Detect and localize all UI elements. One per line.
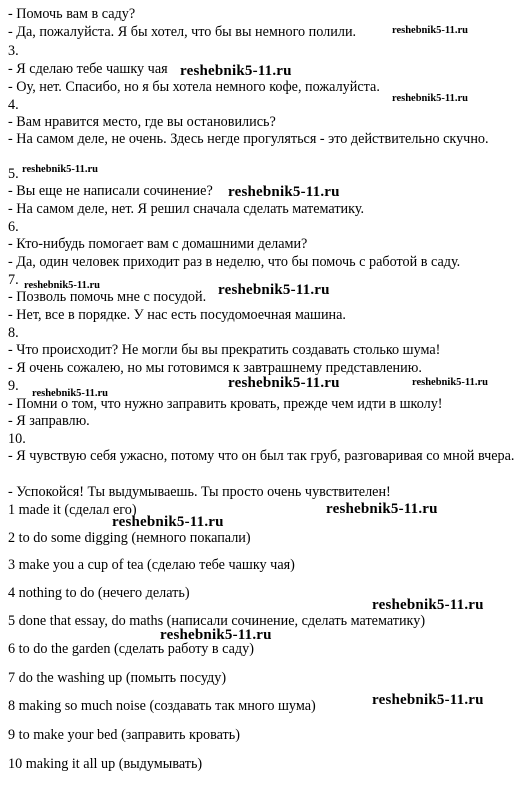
text-line-18: - Успокойся! Ты выдумываешь. Ты просто очень чувствителен!	[8, 484, 391, 500]
answer-1: 1 made it (сделал его)	[8, 502, 137, 518]
text-line-3: - Я сделаю тебе чашку чая	[8, 61, 168, 77]
number-8: 8.	[8, 325, 19, 341]
text-line-13: - Что происходит? Не могли бы вы прекратить создавать столько шума!	[8, 342, 441, 358]
watermark: reshebnik5-11.ru	[24, 280, 100, 291]
text-line-17: - Я чувствую себя ужасно, потому что он был так груб, разговаривая со мной вчера.	[8, 448, 515, 464]
text-line-15: - Помни о том, что нужно заправить кровать, прежде чем идти в школу!	[8, 396, 443, 412]
answer-4: 4 nothing to do (нечего делать)	[8, 585, 190, 601]
number-9: 9.	[8, 378, 19, 394]
answer-9: 9 to make your bed (заправить кровать)	[8, 727, 240, 743]
watermark: reshebnik5-11.ru	[112, 514, 224, 530]
number-4: 4.	[8, 97, 19, 113]
watermark: reshebnik5-11.ru	[32, 388, 108, 399]
answer-7: 7 do the washing up (помыть посуду)	[8, 670, 227, 686]
text-line-7: - Вы еще не написали сочинение?	[8, 183, 213, 199]
number-5: 5.	[8, 166, 19, 182]
watermark: reshebnik5-11.ru	[326, 501, 438, 517]
text-line-10: - Да, один человек приходит раз в неделю, что бы помочь с работой в саду.	[8, 254, 461, 270]
watermark: reshebnik5-11.ru	[218, 282, 330, 298]
watermark: reshebnik5-11.ru	[160, 627, 272, 643]
text-line-16: - Я заправлю.	[8, 413, 90, 429]
number-3: 3.	[8, 43, 19, 59]
watermark: reshebnik5-11.ru	[228, 375, 340, 391]
text-line-9: - Кто-нибудь помогает вам с домашними делами?	[8, 236, 308, 252]
answer-2: 2 to do some digging (немного покапали)	[8, 530, 251, 546]
text-line-8: - На самом деле, нет. Я решил сначала сделать математику.	[8, 201, 365, 217]
number-10: 10.	[8, 431, 26, 447]
answer-5: 5 done that essay, do maths (написали сочинение, сделать математику)	[8, 613, 426, 629]
watermark: reshebnik5-11.ru	[392, 25, 468, 36]
text-line-11: - Позволь помочь мне с посудой.	[8, 289, 207, 305]
text-line-12: - Нет, все в порядке. У нас есть посудомоечная машина.	[8, 307, 346, 323]
number-6: 6.	[8, 219, 19, 235]
answer-6: 6 to do the garden (сделать работу в саду)	[8, 641, 254, 657]
watermark: reshebnik5-11.ru	[228, 184, 340, 200]
number-7: 7.	[8, 272, 19, 288]
watermark: reshebnik5-11.ru	[392, 93, 468, 104]
answer-10: 10 making it all up (выдумывать)	[8, 756, 203, 772]
text-line-6: - На самом деле, не очень. Здесь негде прогуляться - это действительно скучно.	[8, 131, 489, 147]
text-line-1: - Помочь вам в саду?	[8, 6, 136, 22]
watermark: reshebnik5-11.ru	[372, 597, 484, 613]
watermark: reshebnik5-11.ru	[412, 377, 488, 388]
text-line-2: - Да, пожалуйста. Я бы хотел, что бы вы немного полили.	[8, 24, 357, 40]
watermark: reshebnik5-11.ru	[22, 164, 98, 175]
watermark: reshebnik5-11.ru	[180, 63, 292, 79]
watermark: reshebnik5-11.ru	[372, 692, 484, 708]
text-line-5: - Вам нравится место, где вы остановились?	[8, 114, 276, 130]
text-line-4: - Оу, нет. Спасибо, но я бы хотела немного кофе, пожалуйста.	[8, 79, 380, 95]
answer-3: 3 make you a cup of tea (сделаю тебе чашку чая)	[8, 557, 295, 573]
answer-8: 8 making so much noise (создавать так много шума)	[8, 698, 316, 714]
text-line-14: - Я очень сожалею, но мы готовимся к завтрашнему представлению.	[8, 360, 422, 376]
